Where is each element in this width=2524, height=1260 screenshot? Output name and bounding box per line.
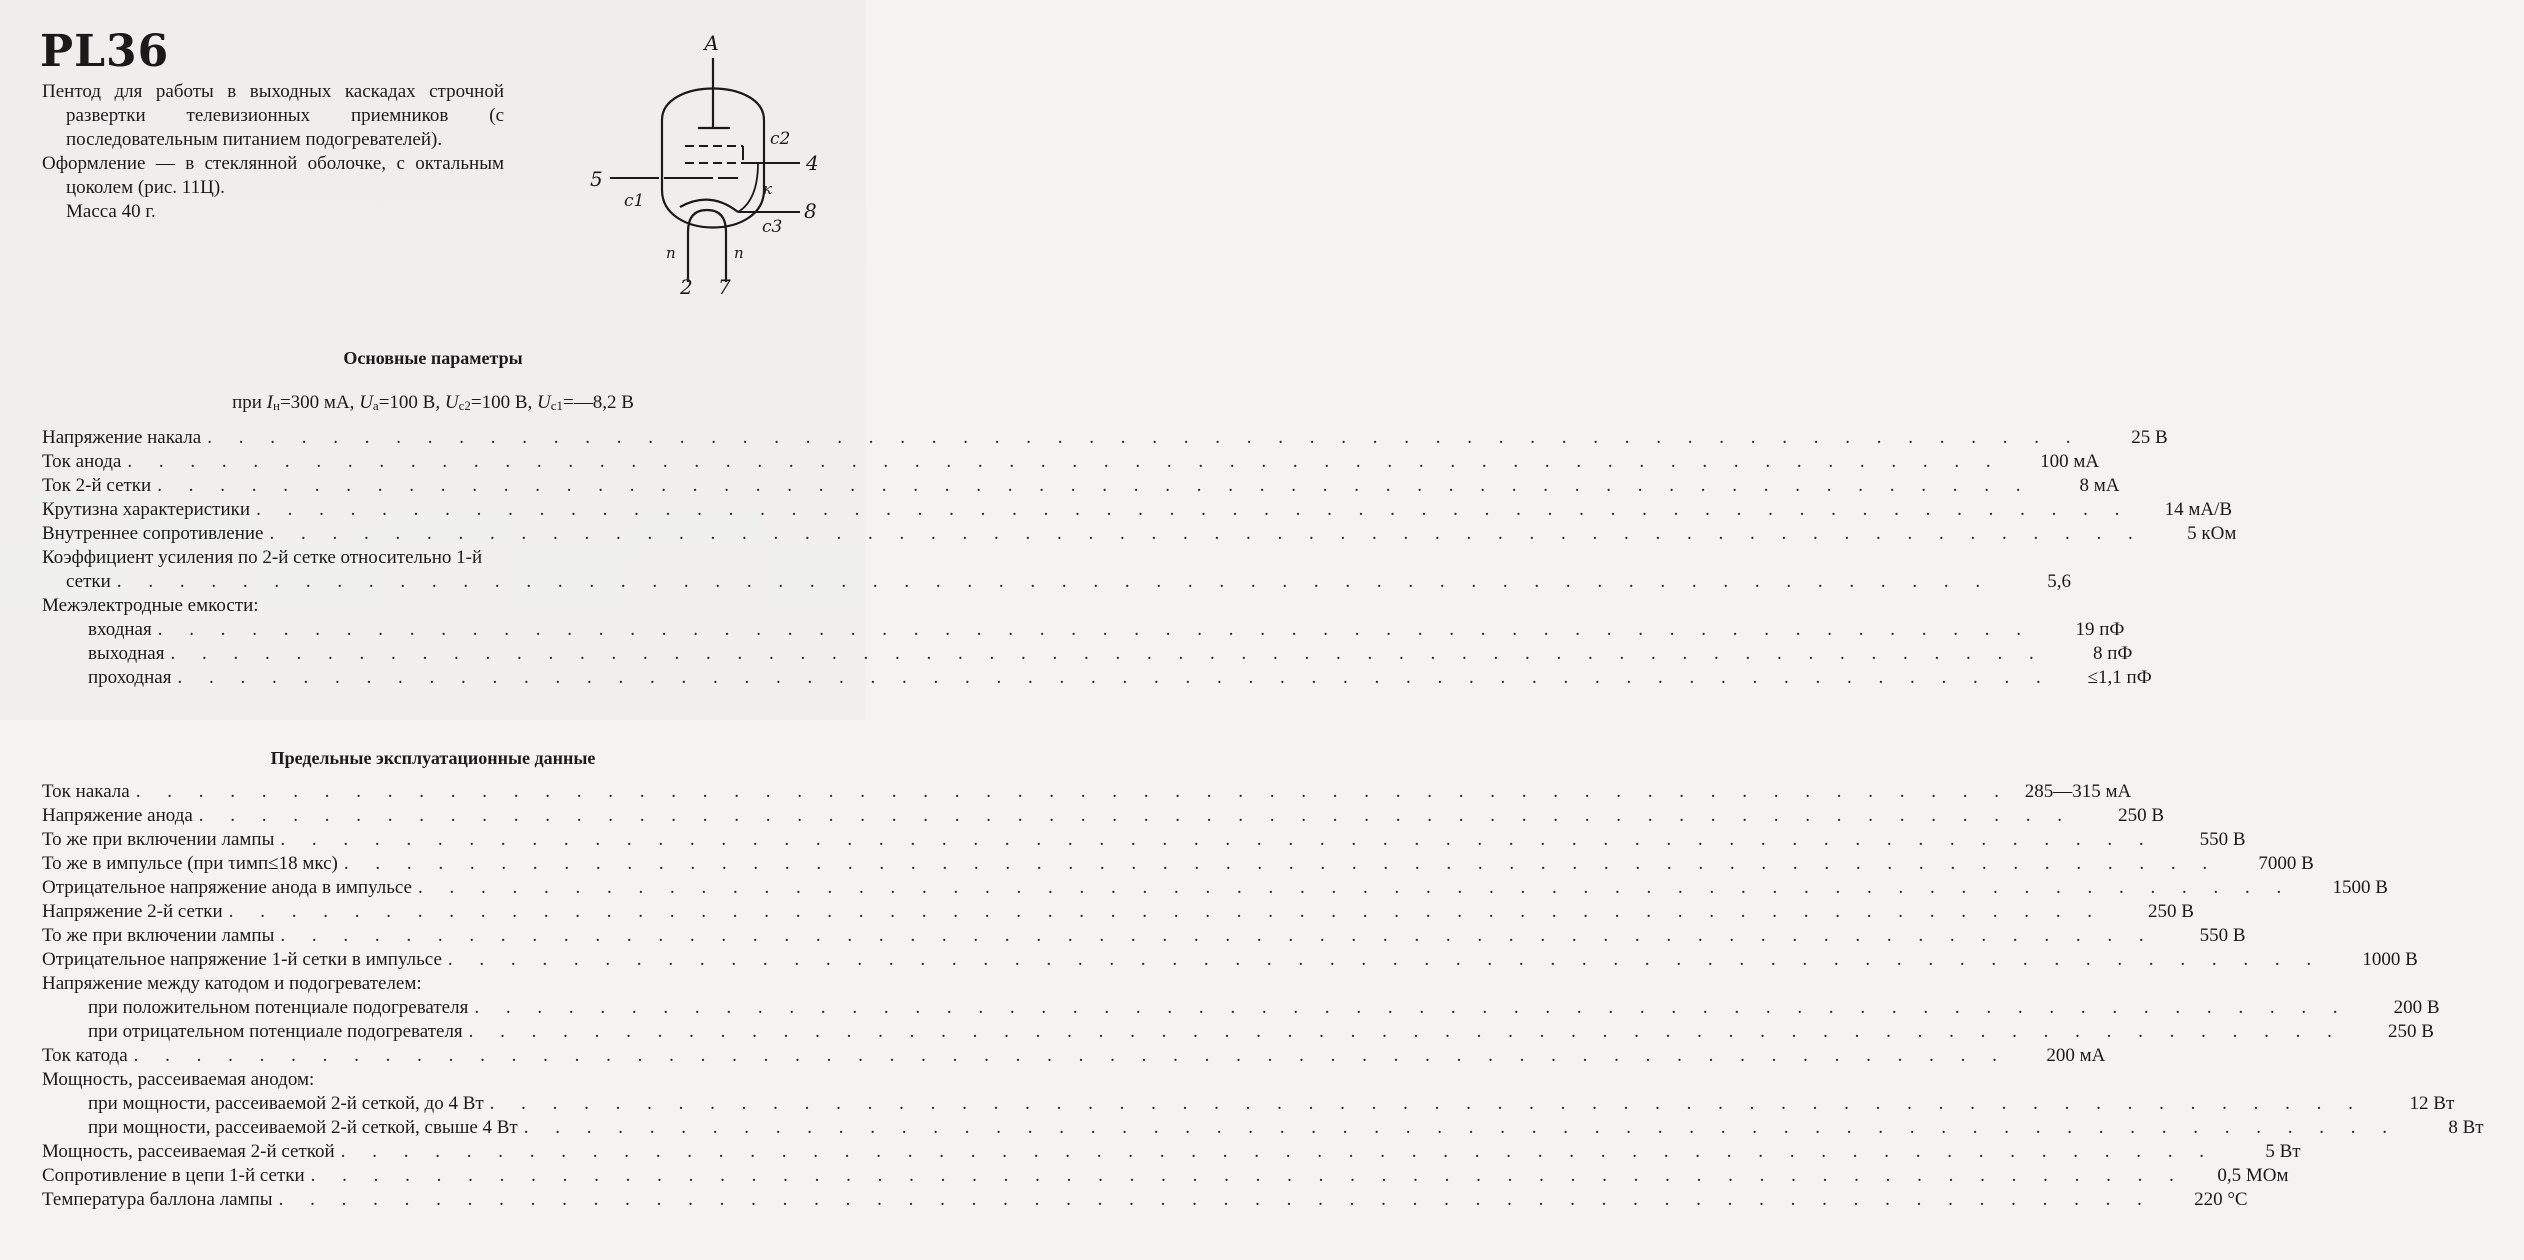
limit-value: 250 В (2147, 901, 2194, 922)
basic-params-title: Основные параметры (343, 348, 523, 368)
cond-sym: U (537, 392, 551, 413)
leader-dots: . . . . . . . . . . . . . . . . . . . . . . . . . . . . . . . . . . . . . . . . . . . . . . . . . . . . . . . . . . . . (280, 925, 2155, 946)
param-row (42, 642, 2133, 666)
param-row (42, 426, 2168, 450)
limit-value: 220 °С (2194, 1189, 2248, 1210)
heater-loop (688, 210, 726, 282)
param-row (42, 450, 2100, 474)
cond-sym: U (359, 392, 373, 413)
leader-dots: . . . . . . . . . . . . . . . . . . . . . . . . . . . . . . . . . . . . . . . . . . . . . . . . . . . . . . . . . . . . (157, 619, 2032, 640)
leader-dots: . . . . . . . . . . . . . . . . . . . . . . . . . . . . . . . . . . . . . . . . . . . . . . . . . . . . . . . . . . . . (256, 499, 2131, 520)
leader-dots: . . . . . . . . . . . . . . . . . . . . . . . . . . . . . . . . . . . . . . . . . . . . . . . . . . . . . . . . . . . . (447, 949, 2323, 970)
cond-value: =300 мА, (279, 392, 355, 413)
intro-mass: Масса 40 г. (66, 201, 156, 222)
limit-label: Мощность, рассеиваемая анодом: (42, 1069, 315, 1090)
limit-label: Мощность, рассеиваемая 2-й сеткой (42, 1141, 335, 1162)
param-row (42, 666, 2152, 690)
param-value: 5,6 (2047, 571, 2071, 592)
limit-params-title: Предельные эксплуатационные данные (270, 748, 596, 768)
leader-dots: . . . . . . . . . . . . . . . . . . . . . . . . . . . . . . . . . . . . . . . . . . . . . . . . . . . . . . . . . . . . (280, 829, 2155, 850)
param-value: 14 мА/В (2164, 499, 2233, 520)
param-label: Внутреннее сопротивление (42, 523, 264, 544)
limit-row (42, 1140, 2301, 1164)
param-value: 19 пФ (2075, 619, 2125, 640)
param-label: проходная (88, 667, 172, 688)
leader-dots: . . . . . . . . . . . . . . . . . . . . . . . . . . . . . . . . . . . . . . . . . . . . . . . . . . . . . . . . . . . . (207, 427, 2082, 448)
limit-row (42, 1068, 822, 1092)
grid3-cathode-link (738, 163, 758, 212)
limit-label: То же в импульсе (при τимп≤18 мкс) (42, 853, 338, 874)
cond-sub: с2 (458, 398, 471, 413)
param-value: 5 кОм (2187, 523, 2237, 544)
limit-row (42, 996, 2440, 1020)
param-row (42, 546, 822, 570)
limit-row (42, 1020, 2434, 1044)
leader-dots: . . . . . . . . . . . . . . . . . . . . . . . . . . . . . . . . . . . . . . . . . . . . . . . . . . . . . . . . . . . . (269, 523, 2144, 544)
cond-sub: с1 (550, 398, 564, 413)
limit-label: при отрицательном потенциале подогревателя (88, 1021, 463, 1042)
cond-value: =100 В, (378, 392, 441, 413)
param-value: 8 пФ (2093, 643, 2133, 664)
limit-value: 1000 В (2362, 949, 2418, 970)
limit-params-table (42, 780, 2484, 1212)
pin-4: 4 (806, 151, 819, 175)
leader-dots: . . . . . . . . . . . . . . . . . . . . . . . . . . . . . . . . . . . . . . . . . . . . . . . . . . . . . . . . . . . . (468, 1021, 2343, 1042)
param-label: Ток 2-й сетки (42, 475, 152, 496)
leader-dots: . . . . . . . . . . . . . . . . . . . . . . . . . . . . . . . . . . . . . . . . . . . . . . . . . . . . . . . . . . . . (278, 1189, 2153, 1210)
leader-dots: . . . . . . . . . . . . . . . . . . . . . . . . . . . . . . . . . . . . . . . . . . . . . . . . . . . . . . . . . . . . (228, 901, 2103, 922)
cond-value: =—8,2 В (563, 392, 634, 413)
param-row (42, 594, 822, 618)
limit-row (42, 828, 2246, 852)
cond-sym: I (266, 392, 273, 413)
label-grid1: с1 (624, 191, 645, 211)
leader-dots: . . . . . . . . . . . . . . . . . . . . . . . . . . . . . . . . . . . . . . . . . . . . . . . . . . . . . . . . . . . . (523, 1117, 2398, 1138)
label-grid2: с2 (770, 129, 791, 149)
limit-row (42, 1044, 2106, 1068)
limit-value: 550 В (2199, 829, 2246, 850)
limit-label: То же при включении лампы (42, 925, 275, 946)
limit-label: при мощности, рассеиваемой 2-й сеткой, свыше 4 Вт (88, 1117, 518, 1138)
limit-value: 0,5 МОм (2217, 1165, 2289, 1186)
leader-dots: . . . . . . . . . . . . . . . . . . . . . . . . . . . . . . . . . . . . . . . . . . . . . . . . . . . . . . . . . . . . (489, 1093, 2364, 1114)
limit-value: 7000 В (2258, 853, 2314, 874)
limit-row (42, 1092, 2455, 1116)
intro-design: Оформление — в стеклянной оболочке, с октальным цоколем (рис. 11Ц). (42, 153, 504, 198)
cond-value: =100 В, (470, 392, 533, 413)
label-anode: А (704, 31, 720, 55)
leader-dots: . . . . . . . . . . . . . . . . . . . . . . . . . . . . . . . . . . . . . . . . . . . . . . . . . . . . . . . . . . . . (198, 805, 2074, 826)
limit-value: 200 В (2393, 997, 2440, 1018)
param-row (42, 522, 2237, 546)
param-label: Напряжение накала (42, 427, 202, 448)
limit-row (42, 804, 2165, 828)
limit-row (42, 900, 2194, 924)
limit-label: Отрицательное напряжение анода в импульсе (42, 877, 412, 898)
param-value: 100 мА (2040, 451, 2100, 472)
limit-value: 12 Вт (2409, 1093, 2455, 1114)
limit-label: Отрицательное напряжение 1-й сетки в импульсе (42, 949, 442, 970)
leader-dots: . . . . . . . . . . . . . . . . . . . . . . . . . . . . . . . . . . . . . . . . . . . . . . . . . . . . . . . . . . . . (310, 1165, 2185, 1186)
leader-dots: . . . . . . . . . . . . . . . . . . . . . . . . . . . . . . . . . . . . . . . . . . . . . . . . . . . . . . . . . . . . (157, 475, 2032, 496)
leader-dots: . . . . . . . . . . . . . . . . . . . . . . . . . . . . . . . . . . . . . . . . . . . . . . . . . . . . . . . . . . . . (340, 1141, 2215, 1162)
limit-value: 550 В (2199, 925, 2246, 946)
param-label: Крутизна характеристики (42, 499, 251, 520)
param-label: Коэффициент усиления по 2-й сетке относительно 1-й (42, 547, 483, 568)
leader-dots: . . . . . . . . . . . . . . . . . . . . . . . . . . . . . . . . . . . . . . . . . . . . . . . . . . . . . . . . . . . . (177, 667, 2052, 688)
leader-dots: . . . . . . . . . . . . . . . . . . . . . . . . . . . . . . . . . . . . . . . . . . . . . . . . . . . . . . . . . . . . (133, 1045, 2008, 1066)
param-row (42, 498, 2233, 522)
param-label: выходная (88, 643, 165, 664)
param-value: ≤1,1 пФ (2087, 667, 2152, 688)
param-label: входная (88, 619, 152, 640)
intro-description: Пентод для работы в выходных каскадах строчной развертки телевизионных приемников (с последовательным питанием подогревателей). (42, 81, 504, 150)
limit-row (42, 1116, 2484, 1140)
limit-row (42, 1164, 2289, 1188)
leader-dots: . . . . . . . . . . . . . . . . . . . . . . . . . . . . . . . . . . . . . . . . . . . . . . . . . . . . . . . . . . . . (116, 571, 1992, 592)
tube-title: PL36 (40, 26, 170, 77)
limit-value: 1500 В (2332, 877, 2388, 898)
param-row (42, 618, 2125, 642)
param-value: 25 В (2131, 427, 2168, 448)
label-cathode: к (763, 180, 772, 198)
label-heater-right: п (734, 244, 744, 262)
limit-label: То же при включении лампы (42, 829, 275, 850)
limit-value: 285—315 мА (2024, 781, 2132, 802)
limit-row (42, 972, 822, 996)
param-row (42, 474, 2120, 498)
limit-value: 200 мА (2046, 1045, 2106, 1066)
limit-row (42, 852, 2314, 876)
leader-dots: . . . . . . . . . . . . . . . . . . . . . . . . . . . . . . . . . . . . . . . . . . . . . . . . . . . . . . . . . . . . (170, 643, 2045, 664)
limit-row (42, 948, 2418, 972)
cond-sym: U (444, 392, 459, 413)
limit-value: 8 Вт (2448, 1117, 2484, 1138)
limit-row (42, 1188, 2248, 1212)
intro-block (42, 80, 504, 224)
param-label: Ток анода (42, 451, 122, 472)
cond-sub: н (273, 398, 280, 413)
limit-label: Напряжение 2-й сетки (42, 901, 223, 922)
basic-params-table (42, 426, 2237, 690)
limit-label: при положительном потенциале подогревателя (88, 997, 469, 1018)
limit-label: Ток накала (42, 781, 130, 802)
limit-row (42, 924, 2246, 948)
cond-sub: а (372, 398, 379, 413)
limit-label: Сопротивление в цепи 1-й сетки (42, 1165, 305, 1186)
leader-dots: . . . . . . . . . . . . . . . . . . . . . . . . . . . . . . . . . . . . . . . . . . . . . . . . . . . . . . . . . . . . (343, 853, 2219, 874)
pin-2: 2 (680, 275, 693, 299)
limit-row (42, 876, 2388, 900)
basic-params-conditions (0, 392, 866, 414)
conditions-prefix: при (232, 392, 262, 413)
limit-value: 5 Вт (2265, 1141, 2301, 1162)
pin-5: 5 (590, 167, 603, 191)
limit-label: Напряжение анода (42, 805, 193, 826)
param-label: Межэлектродные емкости: (42, 595, 259, 616)
param-row (42, 570, 2071, 594)
leader-dots: . . . . . . . . . . . . . . . . . . . . . . . . . . . . . . . . . . . . . . . . . . . . . . . . . . . . . . . . . . . . (135, 781, 2010, 802)
limit-value: 250 В (2387, 1021, 2434, 1042)
label-heater-left: п (666, 244, 676, 262)
limit-label: Ток катода (42, 1045, 128, 1066)
limit-label: Температура баллона лампы (42, 1189, 273, 1210)
limit-row (42, 780, 2132, 804)
leader-dots: . . . . . . . . . . . . . . . . . . . . . . . . . . . . . . . . . . . . . . . . . . . . . . . . . . . . . . . . . . . . (417, 877, 2293, 898)
limit-label: при мощности, рассеиваемой 2-й сеткой, до 4 Вт (88, 1093, 484, 1114)
param-label: сетки (66, 571, 111, 592)
pentode-schematic-diagram (580, 20, 840, 300)
leader-dots: . . . . . . . . . . . . . . . . . . . . . . . . . . . . . . . . . . . . . . . . . . . . . . . . . . . . . . . . . . . . (127, 451, 2002, 472)
limit-value: 250 В (2118, 805, 2165, 826)
pin-7: 7 (718, 275, 731, 299)
param-value: 8 мА (2079, 475, 2120, 496)
leader-dots: . . . . . . . . . . . . . . . . . . . . . . . . . . . . . . . . . . . . . . . . . . . . . . . . . . . . . . . . . . . . (474, 997, 2349, 1018)
pin-8: 8 (804, 199, 817, 223)
label-grid3: с3 (762, 217, 783, 237)
limit-label: Напряжение между катодом и подогревателем: (42, 973, 422, 994)
